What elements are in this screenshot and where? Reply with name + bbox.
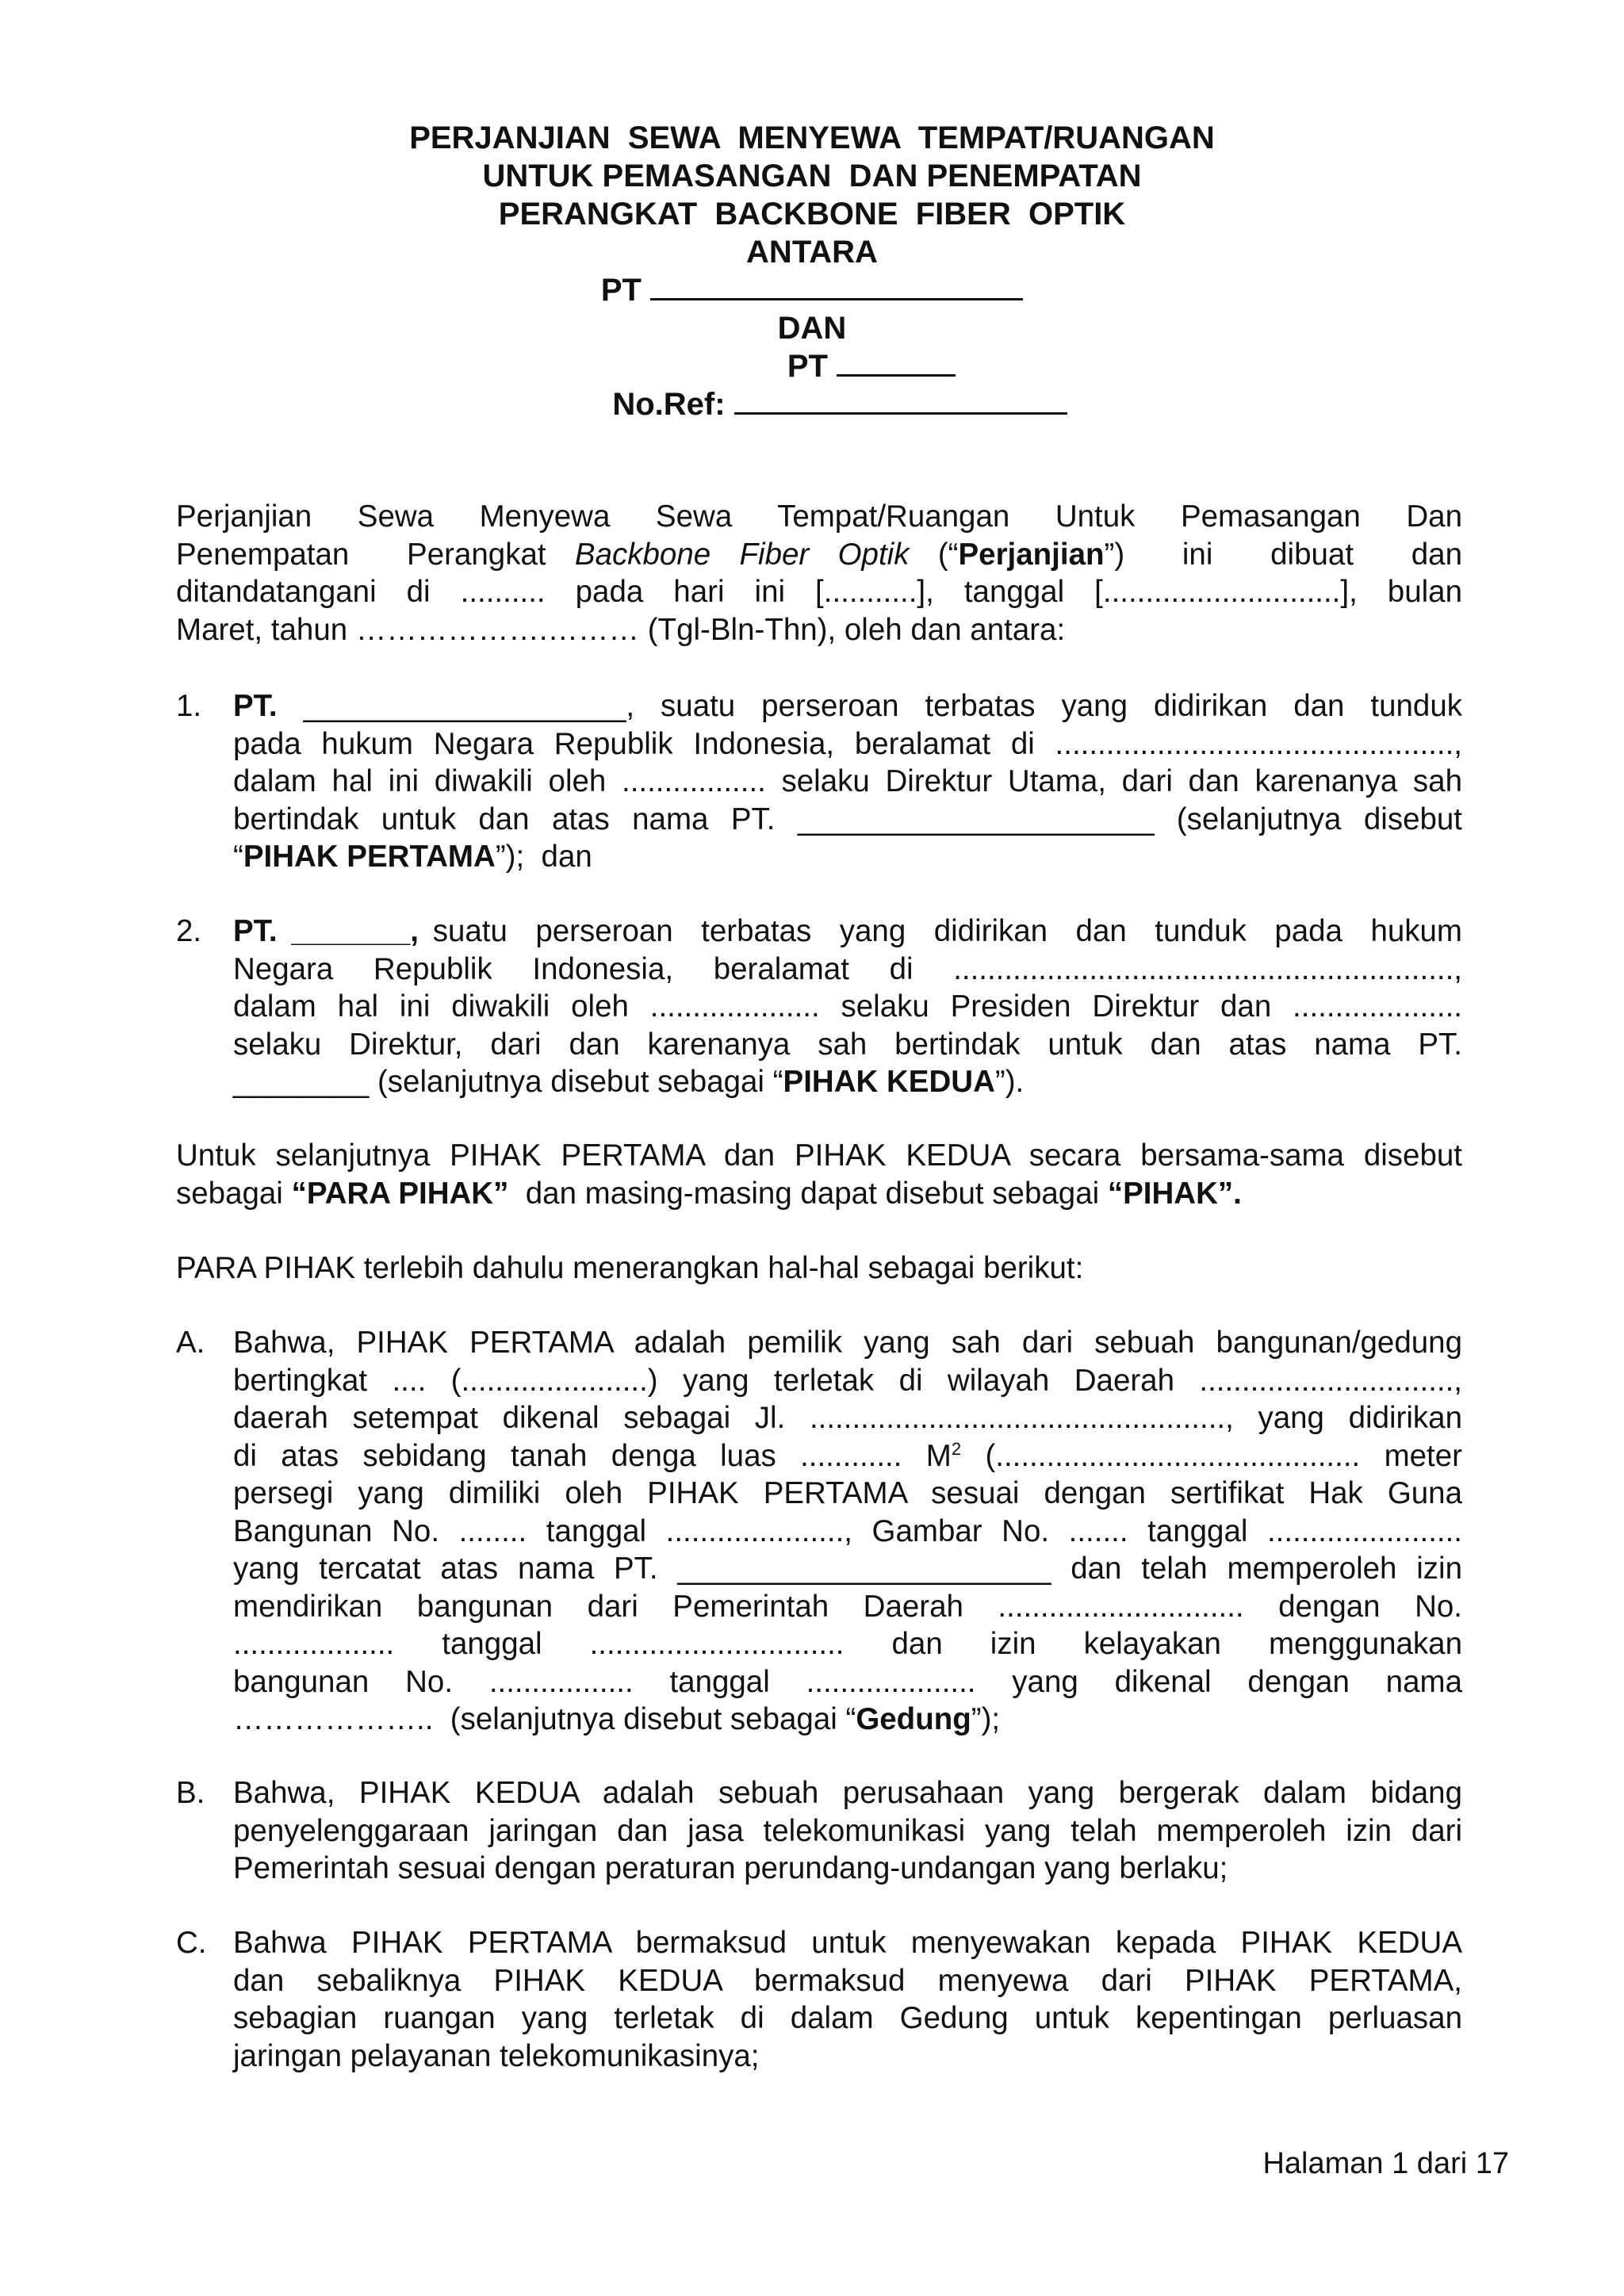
document-title [0,119,1624,423]
list-marker: C. [176,1926,207,1960]
title-party-2 [0,347,1624,385]
party-1-text: PT. ___________________, suatu perseroan terbatas yang didirikan dan tunduk pada hukum Negara Republik Indonesia, beralamat di ..............................................., dalam hal ini diwakili oleh ................. selaku Direktur Utama, dari dan karenanya sah bertindak untuk dan atas nama PT. _____________________ (selanjutnya disebut “PIHAK PERTAMA”); dan [233,689,1462,874]
intro-line: Maret, tahun ……………….……… (Tgl-Bln-Thn), oleh dan antara: [176,612,1066,647]
title-line-2: UNTUK PEMASANGAN DAN PENEMPATAN [482,159,1142,193]
title-line-1: PERJANJIAN SEWA MENYEWA TEMPAT/RUANGAN [409,121,1215,155]
title-ref-label: No.Ref: [612,387,726,422]
intro-line: ditandatangani di .......... pada hari ini [...........], tanggal [............................], bulan [176,575,1462,609]
title-party-2-label: PT [787,349,828,384]
list-marker: 1. [176,689,202,723]
intro-line: Perjanjian Sewa Menyewa Sewa Tempat/Ruangan Untuk Pemasangan Dan [176,499,1462,534]
clause-c-text: Bahwa PIHAK PERTAMA bermaksud untuk menyewakan kepada PIHAK KEDUA dan sebaliknya PIHAK KEDUA bermaksud menyewa dari PIHAK PERTAMA, sebagian ruangan yang terletak di dalam Gedung untuk kepentingan perluasan jaringan pelayanan telekomunikasinya; [233,1926,1462,2073]
clause-b-text: Bahwa, PIHAK KEDUA adalah sebuah perusahaan yang bergerak dalam bidang penyelenggaraan jaringan dan jasa telekomunikasi yang telah memperoleh izin dari Pemerintah sesuai dengan peraturan perundang-undangan yang berlaku; [233,1776,1462,1885]
title-line-6: DAN [777,311,847,346]
preamble-paragraph: PARA PIHAK terlebih dahulu menerangkan hal-hal sebagai berikut: [176,1251,1084,1285]
title-ref-blank [734,388,1067,415]
list-marker: B. [176,1776,205,1810]
title-ref [0,385,1624,423]
party-2-text: PT. _______, suatu perseroan terbatas yang didirikan dan tunduk pada hukum Negara Republik Indonesia, beralamat di ..........................................................., dalam hal ini diwakili oleh .................... selaku Presiden Direktur dan .................... selaku Direktur, dari dan karenanya sah bertindak untuk dan atas nama PT. ________ (selanjutnya disebut sebagai “PIHAK KEDUA”). [233,914,1462,1099]
list-marker: 2. [176,914,202,948]
title-line-3: PERANGKAT BACKBONE FIBER OPTIK [498,197,1126,232]
title-party-1-blank [650,274,1023,300]
title-party-1 [0,271,1624,309]
para-pihak-paragraph: Untuk selanjutnya PIHAK PERTAMA dan PIHAK KEDUA secara bersama-sama disebut sebagai “PARA PIHAK” dan masing-masing dapat disebut sebagai “PIHAK”. [176,1138,1462,1211]
title-line-4: ANTARA [746,235,878,270]
intro-line: Penempatan Perangkat Backbone Fiber Optik (“Perjanjian”) ini dibuat dan [176,537,1462,572]
page-number: Halaman 1 dari 17 [1262,2147,1509,2180]
intro-paragraph [176,498,1462,649]
title-party-1-label: PT [600,273,642,308]
list-marker: A. [176,1326,205,1360]
clause-a-text: Bahwa, PIHAK PERTAMA adalah pemilik yang sah dari sebuah bangunan/gedung bertingkat .... (......................) yang terletak di wilayah Daerah .............................., daerah setempat dikenal sebagai Jl. ................................................., yang didirikan di atas sebidang tanah denga luas ............ $M^2$ (........................................... meter persegi yang dimiliki oleh PIHAK PERTAMA sesuai dengan sertifikat Hak Guna Bangunan No. ........ tanggal ....................., Gambar No. ....... tanggal ....................... yang tercatat atas nama PT. ______________________ dan telah memperoleh izin mendirikan bangunan dari Pemerintah Daerah ............................. dengan No. ................... tanggal .............................. dan izin kelayakan menggunakan bangunan No. ................. tanggal .................... yang dikenal dengan nama ……………….. (selanjutnya disebut sebagai “Gedung”); [233,1326,1462,1736]
title-party-2-blank [837,350,956,377]
